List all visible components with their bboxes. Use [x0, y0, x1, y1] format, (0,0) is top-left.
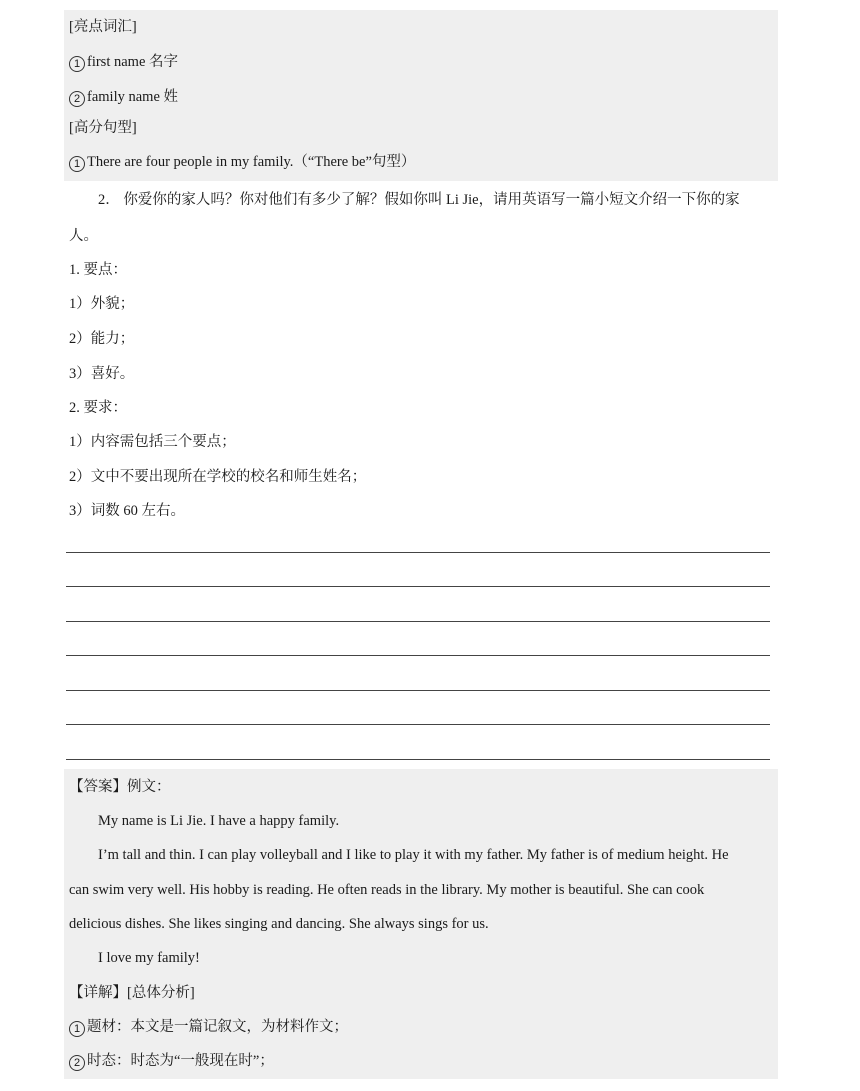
requirement-item: 3）词数 60 左右。: [69, 503, 185, 519]
analysis-heading: 【详解】[总体分析]: [69, 985, 195, 1001]
vocab-item: [69, 52, 178, 72]
answer-line: I love my family!: [98, 950, 200, 966]
vocab-heading: [亮点词汇]: [69, 19, 137, 35]
answer-line: I’m tall and thin. I can play volleyball and I like to play it with my father. My father is of medium height. He: [98, 847, 729, 863]
sentence-item: [69, 152, 415, 172]
writing-line[interactable]: [66, 759, 770, 760]
answer-line: can swim very well. His hobby is reading. He often reads in the library. My mother is beautiful. She can cook: [69, 882, 705, 898]
analysis-item-text: 题材：本文是一篇记叙文，为材料作文；: [87, 1019, 348, 1035]
vocab-item: [69, 87, 178, 107]
circled-number: 1: [69, 1021, 85, 1037]
answer-line: delicious dishes. She likes singing and dancing. She always sings for us.: [69, 916, 489, 932]
circled-number: 1: [69, 56, 85, 72]
analysis-item-text: 时态：时态为“一般现在时”；: [87, 1053, 274, 1069]
vocab-item-text: first name 名字: [87, 54, 179, 70]
analysis-item: [69, 1051, 274, 1071]
requirement-item: 2）文中不要出现所在学校的校名和师生姓名；: [69, 469, 367, 485]
question-number: 2．: [98, 192, 120, 208]
writing-line[interactable]: [66, 655, 770, 656]
writing-line[interactable]: [66, 621, 770, 622]
requirements-heading: 2. 要求：: [69, 400, 127, 416]
question-line-2: 人。: [69, 228, 98, 244]
requirement-item: 1）内容需包括三个要点；: [69, 434, 236, 450]
circled-number: 1: [69, 156, 85, 172]
analysis-item: [69, 1017, 348, 1037]
sentence-item-text: There are four people in my family.（“There be”句型）: [87, 154, 416, 170]
writing-line[interactable]: [66, 586, 770, 587]
writing-line[interactable]: [66, 690, 770, 691]
circled-number: 2: [69, 1055, 85, 1071]
point-item: 1）外貌；: [69, 296, 135, 312]
answer-line: My name is Li Jie. I have a happy family.: [98, 813, 340, 829]
answer-heading: 【答案】例文：: [69, 779, 171, 795]
circled-number: 2: [69, 91, 85, 107]
writing-line[interactable]: [66, 724, 770, 725]
point-item: 2）能力；: [69, 331, 135, 347]
question-text: 你爱你的家人吗？你对他们有多少了解？假如你叫 Li Jie，请用英语写一篇小短文介绍一下你的家: [123, 192, 740, 208]
points-heading: 1. 要点：: [69, 262, 127, 278]
writing-line[interactable]: [66, 552, 770, 553]
sentence-heading: [高分句型]: [69, 120, 137, 136]
vocab-item-text: family name 姓: [87, 89, 179, 105]
point-item: 3）喜好。: [69, 366, 135, 382]
question-line-1: [98, 190, 740, 210]
